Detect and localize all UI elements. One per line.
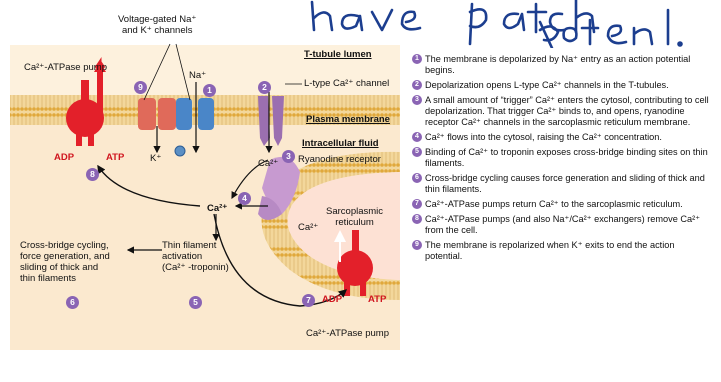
- step-badge-1: 1: [203, 84, 216, 97]
- legend-number: 5: [412, 147, 422, 157]
- step-badge-5: 5: [189, 296, 202, 309]
- legend-number: 4: [412, 132, 422, 142]
- l-type-channel-label: L-type Ca²⁺ channel: [304, 78, 390, 89]
- t-tubule-lumen-label: T-tubule lumen: [304, 49, 372, 60]
- legend-number: 7: [412, 199, 422, 209]
- legend-text: Depolarization opens L-type Ca²⁺ channels in the T-tubules.: [425, 80, 669, 90]
- step-badge-2: 2: [258, 81, 271, 94]
- sarcoplasmic-reticulum-label: Sarcoplasmic reticulum: [326, 206, 384, 228]
- adp-right-label: ADP: [322, 294, 343, 305]
- ca-label-sr: Ca²⁺: [298, 222, 319, 233]
- step-badge-3: 3: [282, 150, 295, 163]
- legend-item-8: [412, 214, 712, 236]
- thin-filament-label: Thin filament activation (Ca²⁺ -troponin): [162, 240, 229, 273]
- step-badge-4: 4: [238, 192, 251, 205]
- legend-item-2: [412, 80, 712, 91]
- legend-item-1: [412, 54, 712, 76]
- step-badge-9: 9: [134, 81, 147, 94]
- legend-number: 9: [412, 240, 422, 250]
- legend-number: 8: [412, 214, 422, 224]
- na-label: Na⁺: [189, 70, 207, 81]
- legend-item-5: [412, 147, 712, 169]
- ryanodine-label: Ryanodine receptor: [298, 154, 381, 165]
- step-badge-8: 8: [86, 168, 99, 181]
- legend-item-7: [412, 199, 712, 210]
- cross-bridge-label: Cross-bridge cycling, force generation, and sliding of thick and thin filaments: [20, 240, 110, 284]
- legend-text: Ca²⁺-ATPase pumps (and also Na⁺/Ca²⁺ exchangers) remove Ca²⁺ from the cell.: [425, 214, 701, 235]
- ca-atpase-pump-top-label: Ca²⁺-ATPase pump: [24, 62, 107, 73]
- ca-atpase-pump-bottom-label: Ca²⁺-ATPase pump: [306, 328, 389, 339]
- step-badge-6: 6: [66, 296, 79, 309]
- legend-text: Ca²⁺-ATPase pumps return Ca²⁺ to the sarcoplasmic reticulum.: [425, 199, 683, 209]
- legend-text: Binding of Ca²⁺ to troponin exposes cross-bridge binding sites on thin filaments.: [425, 147, 708, 168]
- legend-text: Ca²⁺ flows into the cytosol, raising the Ca²⁺ concentration.: [425, 132, 662, 142]
- voltage-gated-label: Voltage-gated Na⁺ and K⁺ channels: [118, 14, 197, 36]
- atp-right-label: ATP: [368, 294, 387, 305]
- adp-left-label: ADP: [54, 152, 75, 163]
- legend-text: The membrane is depolarized by Na⁺ entry as an action potential begins.: [425, 54, 691, 75]
- ca-label-center: Ca²⁺: [207, 203, 228, 214]
- plasma-membrane-label: Plasma membrane: [306, 114, 390, 125]
- ca-label-top: Ca²⁺: [258, 158, 279, 169]
- legend-item-4: [412, 132, 712, 143]
- legend-number: 2: [412, 80, 422, 90]
- legend-item-9: [412, 240, 712, 262]
- legend-item-3: [412, 95, 712, 128]
- legend-number: 1: [412, 54, 422, 64]
- intracellular-fluid-label: Intracellular fluid: [302, 138, 379, 149]
- legend-number: 6: [412, 173, 422, 183]
- legend-text: The membrane is repolarized when K⁺ exits to end the action potential.: [425, 240, 675, 261]
- legend-number: 3: [412, 95, 422, 105]
- step-badge-7: 7: [302, 294, 315, 307]
- k-label: K⁺: [150, 153, 162, 164]
- legend-text: A small amount of “trigger” Ca²⁺ enters the cytosol, contributing to cell depolarization. That trigger Ca²⁺ binds to, and opens, ryanodine receptor Ca²⁺ channels in the sarcoplasmic reticulum membrane.: [425, 95, 709, 127]
- legend-text: Cross-bridge cycling causes force generation and sliding of thick and thin filaments.: [425, 173, 705, 194]
- steps-legend: [412, 54, 712, 266]
- legend-item-6: [412, 173, 712, 195]
- atp-left-label: ATP: [106, 152, 125, 163]
